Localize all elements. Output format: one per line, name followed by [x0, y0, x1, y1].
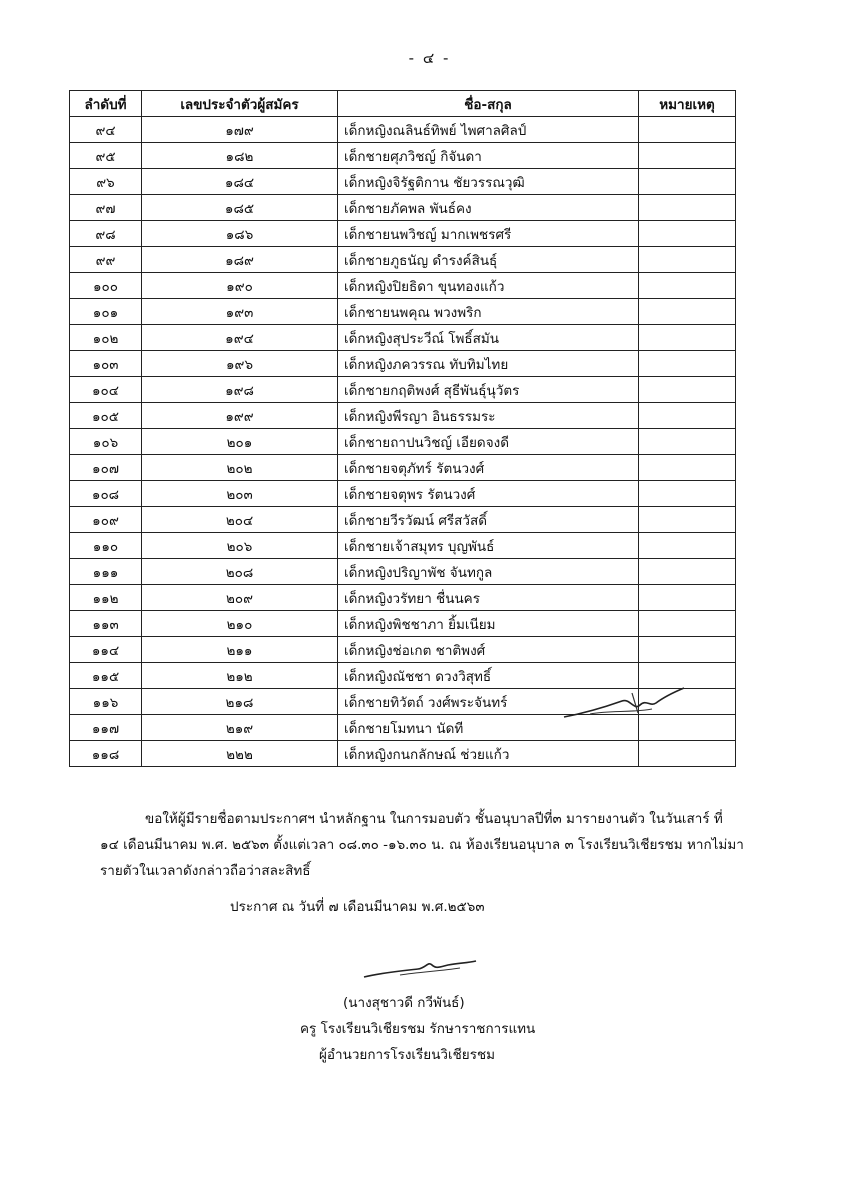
row-applicant-id: ๑๙๖: [142, 351, 338, 377]
row-order: ๑๑๒: [70, 585, 142, 611]
row-remarks: [639, 117, 736, 143]
row-applicant-id: ๒๑๘: [142, 689, 338, 715]
row-order: ๑๑๔: [70, 637, 142, 663]
row-order: ๑๐๗: [70, 455, 142, 481]
row-applicant-id: ๒๐๓: [142, 481, 338, 507]
header-remarks: หมายเหตุ: [639, 91, 736, 117]
table-row: [70, 533, 736, 559]
row-full-name: เด็กหญิงจิรัฐติกาน ชัยวรรณวุฒิ: [338, 169, 639, 195]
row-order: ๑๐๖: [70, 429, 142, 455]
table-row: [70, 377, 736, 403]
row-full-name: เด็กชายศุภวิชญ์ กิจันดา: [338, 143, 639, 169]
row-remarks: [639, 455, 736, 481]
table-row: [70, 559, 736, 585]
row-remarks: [639, 273, 736, 299]
row-applicant-id: ๒๒๒: [142, 741, 338, 767]
table-row: [70, 637, 736, 663]
row-remarks: [639, 741, 736, 767]
table-row: [70, 117, 736, 143]
row-full-name: เด็กชายโมทนา นัดที: [338, 715, 639, 741]
row-applicant-id: ๒๑๐: [142, 611, 338, 637]
row-order: ๑๐๕: [70, 403, 142, 429]
row-remarks: [639, 507, 736, 533]
row-full-name: เด็กหญิงภควรรณ ทับทิมไทย: [338, 351, 639, 377]
row-order: ๑๑๘: [70, 741, 142, 767]
row-order: ๑๑๕: [70, 663, 142, 689]
row-full-name: เด็กชายเจ้าสมุทร บุญพันธ์: [338, 533, 639, 559]
row-order: ๙๙: [70, 247, 142, 273]
row-full-name: เด็กชายภัคพล พันธ์คง: [338, 195, 639, 221]
row-remarks: [639, 637, 736, 663]
table-row: [70, 741, 736, 767]
row-full-name: เด็กหญิงณลินธ์ทิพย์ ไพศาลศิลป์: [338, 117, 639, 143]
table-row: [70, 455, 736, 481]
row-applicant-id: ๒๐๔: [142, 507, 338, 533]
row-full-name: เด็กชายจตุพร รัตนวงศ์: [338, 481, 639, 507]
row-applicant-id: ๑๘๕: [142, 195, 338, 221]
row-applicant-id: ๒๐๘: [142, 559, 338, 585]
applicant-table: [69, 90, 736, 767]
row-full-name: เด็กชายภูธนัญ ดำรงค์สินธุ์: [338, 247, 639, 273]
row-applicant-id: ๒๐๖: [142, 533, 338, 559]
header-full-name: ชื่อ-สกุล: [338, 91, 639, 117]
table-row: [70, 507, 736, 533]
row-remarks: [639, 585, 736, 611]
row-remarks: [639, 325, 736, 351]
row-applicant-id: ๒๐๒: [142, 455, 338, 481]
signature-block: [300, 990, 560, 1068]
table-row: [70, 325, 736, 351]
row-order: ๑๑๖: [70, 689, 142, 715]
row-remarks: [639, 169, 736, 195]
row-full-name: เด็กหญิงวรัทยา ชื่นนคร: [338, 585, 639, 611]
row-applicant-id: ๑๙๘: [142, 377, 338, 403]
instruction-paragraph: ขอให้ผู้มีรายชื่อตามประกาศฯ นำหลักฐาน ในการมอบตัว ชั้นอนุบาลปีที่๓ มารายงานตัว ในวันเสาร์ ที่ ๑๔ เดือนมีนาคม พ.ศ. ๒๕๖๓ ตั้งแต่เวลา ๐๘.๓๐ -๑๖.๓๐ น. ณ ห้องเรียนอนุบาล ๓ โรงเรียนวิเชียรชม หากไม่มารายตัวในเวลาดังกล่าวถือว่าสละสิทธิ์: [100, 811, 744, 879]
row-full-name: เด็กชายนพคุณ พวงพริก: [338, 299, 639, 325]
row-applicant-id: ๑๙๓: [142, 299, 338, 325]
row-applicant-id: ๒๐๙: [142, 585, 338, 611]
row-order: ๑๐๙: [70, 507, 142, 533]
row-order: ๑๐๓: [70, 351, 142, 377]
header-order: ลำดับที่: [70, 91, 142, 117]
table-row: [70, 195, 736, 221]
announcement-date: ประกาศ ณ วันที่ ๗ เดือนมีนาคม พ.ศ.๒๕๖๓: [230, 899, 485, 915]
row-remarks: [639, 403, 736, 429]
row-order: ๑๑๗: [70, 715, 142, 741]
row-applicant-id: ๑๙๐: [142, 273, 338, 299]
row-full-name: เด็กชายทิวัตถ์ วงศ์พระจันทร์: [338, 689, 639, 715]
row-order: ๑๐๔: [70, 377, 142, 403]
row-full-name: เด็กหญิงช่อเกต ชาติพงศ์: [338, 637, 639, 663]
table-row: [70, 351, 736, 377]
row-applicant-id: ๑๘๔: [142, 169, 338, 195]
row-order: ๙๘: [70, 221, 142, 247]
row-full-name: เด็กชายถาปนวิชญ์ เอียดจงดี: [338, 429, 639, 455]
row-remarks: [639, 195, 736, 221]
row-full-name: เด็กชายนพวิชญ์ มากเพชรศรี: [338, 221, 639, 247]
row-applicant-id: ๒๑๒: [142, 663, 338, 689]
row-full-name: เด็กชายวีรวัฒน์ ศรีสวัสดิ์: [338, 507, 639, 533]
header-applicant-id: เลขประจำตัวผู้สมัคร: [142, 91, 338, 117]
table-row: [70, 221, 736, 247]
director-signature: [360, 955, 480, 985]
row-applicant-id: ๑๘๒: [142, 143, 338, 169]
row-full-name: เด็กหญิงปริญาพัช จันทกูล: [338, 559, 639, 585]
signatory-position: ครู โรงเรียนวิเชียรชม รักษาราชการแทน: [300, 1021, 536, 1037]
table-row: [70, 169, 736, 195]
row-remarks: [639, 299, 736, 325]
row-applicant-id: ๒๑๙: [142, 715, 338, 741]
row-applicant-id: ๑๙๔: [142, 325, 338, 351]
row-order: ๙๔: [70, 117, 142, 143]
table-row: [70, 143, 736, 169]
row-order: ๑๐๑: [70, 299, 142, 325]
row-full-name: เด็กหญิงกนกลักษณ์ ช่วยแก้ว: [338, 741, 639, 767]
handwritten-initial-signature: [560, 683, 690, 725]
row-applicant-id: ๒๐๑: [142, 429, 338, 455]
row-order: ๑๐๘: [70, 481, 142, 507]
row-remarks: [639, 481, 736, 507]
row-applicant-id: ๑๙๙: [142, 403, 338, 429]
row-full-name: เด็กหญิงณัชชา ดวงวิสุทธิ์: [338, 663, 639, 689]
row-remarks: [639, 377, 736, 403]
table-row: [70, 585, 736, 611]
signatory-position-title: ผู้อำนวยการโรงเรียนวิเชียรชม: [319, 1047, 496, 1063]
row-applicant-id: ๑๘๖: [142, 221, 338, 247]
row-order: ๑๑๑: [70, 559, 142, 585]
row-full-name: เด็กหญิงพิชชาภา ยิ้มเนียม: [338, 611, 639, 637]
row-order: ๑๐๒: [70, 325, 142, 351]
row-remarks: [639, 247, 736, 273]
row-full-name: เด็กหญิงสุประวีณ์ โพธิ์สมัน: [338, 325, 639, 351]
signatory-name: (นางสุชาวดี กวีพันธ์): [343, 995, 465, 1011]
table-row: [70, 403, 736, 429]
row-order: ๑๑๓: [70, 611, 142, 637]
row-remarks: [639, 611, 736, 637]
table-row: [70, 611, 736, 637]
row-order: ๙๗: [70, 195, 142, 221]
table-row: [70, 299, 736, 325]
table-row: [70, 247, 736, 273]
row-remarks: [639, 429, 736, 455]
table-row: [70, 429, 736, 455]
row-remarks: [639, 533, 736, 559]
row-remarks: [639, 559, 736, 585]
page-number: - ๔ -: [408, 49, 451, 67]
row-full-name: เด็กหญิงปิยธิดา ขุนทองแก้ว: [338, 273, 639, 299]
row-applicant-id: ๑๘๙: [142, 247, 338, 273]
row-remarks: [639, 143, 736, 169]
row-remarks: [639, 351, 736, 377]
row-order: ๑๑๐: [70, 533, 142, 559]
table-row: [70, 481, 736, 507]
row-order: ๙๕: [70, 143, 142, 169]
table-row: [70, 273, 736, 299]
row-full-name: เด็กหญิงพีรญา อินธรรมระ: [338, 403, 639, 429]
row-applicant-id: ๑๗๙: [142, 117, 338, 143]
row-full-name: เด็กชายกฤติพงศ์ สุธีพันธุ์นุวัตร: [338, 377, 639, 403]
row-applicant-id: ๒๑๑: [142, 637, 338, 663]
row-full-name: เด็กชายจตุภัทร์ รัตนวงศ์: [338, 455, 639, 481]
row-remarks: [639, 221, 736, 247]
row-order: ๙๖: [70, 169, 142, 195]
row-order: ๑๐๐: [70, 273, 142, 299]
table-header-row: [70, 91, 736, 117]
